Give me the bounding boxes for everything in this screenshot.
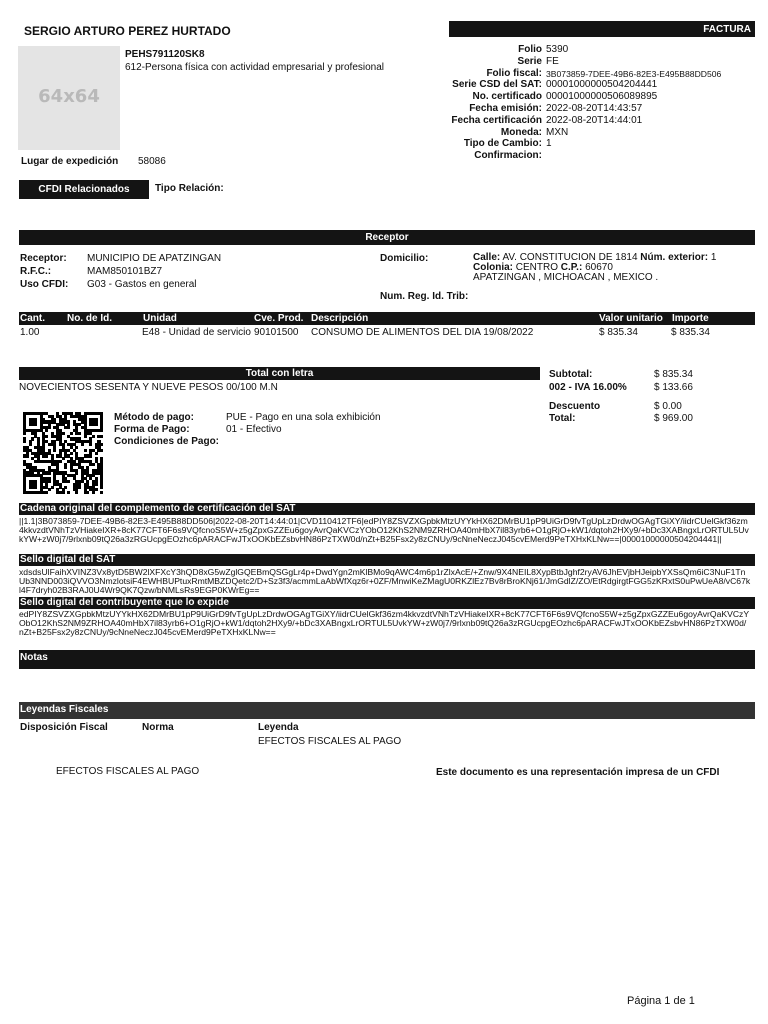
qr-module (62, 491, 65, 494)
qr-module (64, 486, 67, 489)
condiciones-label: Condiciones de Pago: (114, 436, 220, 447)
qr-module (95, 423, 98, 426)
invoice-field-row (430, 44, 750, 56)
qr-module (45, 454, 48, 457)
qr-module (84, 435, 87, 438)
place-label: Lugar de expedición (21, 156, 119, 167)
sello-sat-bar (19, 554, 755, 566)
qr-module (92, 463, 95, 466)
qr-module (100, 435, 103, 438)
norma-label: Norma (142, 722, 174, 733)
cadena-text: ||1.1|3B073859-7DEE-49B6-82E3-E495B88DD506|2022-08-20T14:44:01|CVD110412TF6|edPIY8ZSVZXGpbkMtzUYYkHX62DMrBU1pP9UiGrD9fvTgUpLzDrdwOGAgTGiXY/iidrCUelGkf36zm4kkvzdtVNhTzVHiakeIXR+8cK77CFT6F6s9VQfcnoS5W+z5gZpxGZZEu6goyAvrQaKVCzYObO12KhS2NM9ZRHOA40mHbX7il83yrb6+O1gRjO+kW1/dqtoh2HXy9/+bDc3XABngxLrORTUL5UvkYW+zW0j7/9rlxnb09tQ26a3zRGUcpgEOzhc6pARACFwJTxOOKbEZsbvHN86PzTXW0d/nZt+B25Fsx2y8zCNUy/9cNneNeczJ045cvEMerd9PeTXHxKLNw==|00001000000504204441|| (19, 516, 749, 544)
notas-title: Notas (20, 652, 48, 663)
subtotal-label: Subtotal: (549, 369, 593, 380)
descuento-value: $ 0.00 (654, 401, 682, 412)
qr-module (51, 486, 54, 489)
cadena-title: Cadena original del complemento de certificación del SAT (20, 503, 296, 514)
issuer-rfc: PEHS791120SK8 (125, 49, 205, 60)
invoice-field-row (430, 103, 750, 115)
invoice-field-label: Tipo de Cambio: (463, 138, 542, 150)
qr-module (48, 488, 51, 491)
iva-value: $ 133.66 (654, 382, 693, 393)
relation-type-label: Tipo Relación: (155, 183, 224, 194)
invoice-field-value: 2022-08-20T14:43:57 (546, 103, 643, 114)
qr-module (100, 443, 103, 446)
qr-module (89, 443, 92, 446)
qr-module (100, 449, 103, 452)
row-cve: 90101500 (254, 327, 299, 338)
total-value: $ 969.00 (654, 413, 693, 424)
qr-module (84, 449, 87, 452)
invoice-field-row (430, 127, 750, 139)
qr-module (34, 423, 37, 426)
qr-module (29, 443, 32, 446)
calle-label: Calle: (473, 252, 501, 263)
header-cant: Cant. (20, 313, 45, 324)
qr-module (62, 432, 65, 435)
header-valor: Valor unitario (599, 313, 663, 324)
invoice-field-row (430, 138, 750, 150)
row-cant: 1.00 (20, 327, 40, 338)
descuento-label: Descuento (549, 401, 601, 412)
receptor-bar (19, 230, 755, 245)
invoice-field-label: No. certificado (472, 91, 542, 103)
domicilio-label: Domicilio: (380, 253, 429, 264)
address-block (473, 253, 755, 283)
sello-contrib-text: edPIY8ZSVZXGpbkMtzUYYkHX62DMrBU1pP9UiGrD9fvTgUpLzDrdwOGAgTGiXY/iidrCUelGkf36zm4kkvzdtVNhTzVHiakeIXR+8cK77CFT6F6s9VQfcnoS5W+z5gZpxGZZEu6goyAvrQaKVCzYObO12KhS2NM9ZRHOA40mHbX7il83yrb6+O1gRjO+kW1/dqtoh2HXy9/+bDc3XABngxLrORTUL5UvkYW+zW0j7/9rlxnb09tQ26a3zRGUcpgEOzhc6pARACFwJTxOOKbEZsbvHN86PzTXW0d/nZt+B25Fsx2y8zCNUy/9cNneNeczJ045cvEMerd9PeTXHxKLNw== (19, 609, 750, 637)
qr-module (45, 435, 48, 438)
invoice-field-value: 00001000000506089895 (546, 91, 658, 103)
invoice-field-label: Fecha emisión: (469, 103, 542, 114)
colonia-label: Colonia: (473, 262, 513, 273)
invoice-field-label: Confirmacion: (474, 150, 542, 162)
invoice-field-value: 1 (546, 138, 552, 150)
rfc-value: MAM850101BZ7 (87, 266, 163, 277)
qr-module (64, 466, 67, 469)
qr-module (75, 446, 78, 449)
qr-module (92, 435, 95, 438)
invoice-field-value: 5390 (546, 44, 569, 55)
invoice-field-value: 2022-08-20T14:44:01 (546, 114, 643, 126)
row-valor: $ 835.34 (599, 327, 638, 338)
subtotal-value: $ 835.34 (654, 369, 693, 380)
uso-cfdi-value: G03 - Gastos en general (87, 279, 197, 290)
qr-module (70, 432, 73, 435)
qr-module (70, 452, 73, 455)
qr-module (53, 449, 56, 452)
qr-module (48, 480, 51, 483)
metodo-value: PUE - Pago en una sola exhibición (226, 412, 381, 423)
sello-sat-title: Sello digital del SAT (20, 554, 116, 565)
iva-label: 002 - IVA 16.00% (549, 382, 627, 393)
header-desc: Descripción (311, 313, 369, 324)
qr-module (95, 483, 98, 486)
qr-module (100, 491, 103, 494)
disposicion-label: Disposición Fiscal (20, 722, 108, 733)
rfc-label: R.F.C.: (20, 266, 52, 277)
footer-cfdi-note: Este documento es una representación impresa de un CFDI (436, 767, 720, 778)
qr-module (89, 454, 92, 457)
logo-placeholder-text: 64x64 (38, 86, 100, 107)
issuer-name: SERGIO ARTURO PEREZ HURTADO (24, 24, 231, 38)
qr-module (48, 471, 51, 474)
total-letra-bar (19, 367, 540, 380)
qr-module (67, 480, 70, 483)
notas-bar (19, 650, 755, 669)
invoice-field-row (430, 79, 750, 91)
qr-module (62, 457, 65, 460)
header-id: No. de Id. (67, 313, 112, 324)
qr-module (31, 437, 34, 440)
qr-module (86, 491, 89, 494)
table-row (19, 327, 755, 341)
sello-sat-text: xdsdsUlFaihXVINZ3Vx8ytD5BW2lXFXcY3hQD8xG5wZglGQEBmQSGgLr4p+DwdYgn2mKlBMo9qAWC4m6p1rZlxAcE/+Znw/9X4NEIL8XypBtbJghf2ryAV6JhEVjbHJeipbYXSsQm6iC3NuF1TnUb3NND003iQVVO3NmzlotsiF4EWHBUPtuxRmtMBZDQetc2/D+Sz3f3/acmmLaAbWfXqz6r+0ZF/MnwiKeZMagU0RKZlEz7Bv8rBroKNj61/JmGdlZ/ZO/EtRdgirgtFGG5zKRxtS0uPwUeA8/vC67kl4F7dryh02B3RAJ0U4Wr9QK7Qzw/bNMLsRs9EGP0KWrEg== (19, 567, 751, 595)
sello-contrib-bar (19, 597, 755, 609)
city-line: APATZINGAN , MICHOACAN , MEXICO . (473, 272, 659, 283)
colonia-value: CENTRO (515, 262, 559, 273)
row-importe: $ 835.34 (671, 327, 710, 338)
invoice-field-label: Fecha certificación (451, 114, 542, 126)
forma-value: 01 - Efectivo (226, 424, 282, 435)
qr-module (67, 426, 70, 429)
invoice-field-row (430, 91, 750, 103)
page-number: Página 1 de 1 (627, 995, 695, 1007)
logo-placeholder (18, 46, 120, 150)
qr-module (78, 486, 81, 489)
invoice-field-label: Serie (517, 55, 542, 67)
leyendas-bar (19, 702, 755, 719)
qr-module (100, 486, 103, 489)
invoice-field-value: 00001000000504204441 (546, 79, 658, 91)
qr-module (34, 486, 37, 489)
qr-module (67, 491, 70, 494)
num-ext-label: Núm. exterior: (640, 252, 709, 263)
invoice-field-row (430, 115, 750, 127)
leyenda-value: EFECTOS FISCALES AL PAGO (258, 736, 402, 747)
qr-module (45, 491, 48, 494)
uso-cfdi-label: Uso CFDI: (20, 279, 69, 290)
num-reg-label: Num. Reg. Id. Trib: (380, 291, 469, 302)
row-desc: CONSUMO DE ALIMENTOS DEL DIA 19/08/2022 (311, 327, 534, 338)
calle-value: AV. CONSTITUCION DE 1814 (502, 252, 638, 263)
invoice-field-label: Moneda: (500, 126, 542, 138)
qr-module (23, 432, 26, 435)
total-letra-value: NOVECIENTOS SESENTA Y NUEVE PESOS 00/100 M.N (19, 382, 278, 393)
qr-module (75, 471, 78, 474)
invoice-type-bar (449, 21, 755, 37)
qr-module (81, 443, 84, 446)
invoice-field-label: Serie CSD del SAT: (452, 79, 542, 91)
cfdi-related-bar (19, 180, 149, 199)
cp-label: C.P.: (560, 262, 583, 273)
invoice-type-label: FACTURA (703, 24, 751, 35)
cadena-bar (19, 503, 755, 515)
qr-module (92, 491, 95, 494)
qr-code-icon (23, 412, 103, 494)
qr-module (78, 432, 81, 435)
issuer-regime: 612-Persona física con actividad empresarial y profesional (125, 62, 385, 73)
place-value: 58086 (138, 156, 166, 167)
qr-module (95, 452, 98, 455)
receptor-title: Receptor (365, 232, 409, 243)
header-cve: Cve. Prod. (254, 313, 304, 324)
footer-efectos: EFECTOS FISCALES AL PAGO (56, 766, 200, 777)
num-ext-value: 1 (710, 252, 717, 263)
leyendas-title: Leyendas Fiscales (20, 704, 109, 715)
qr-module (23, 440, 26, 443)
header-unidad: Unidad (143, 313, 177, 324)
invoice-field-row (430, 68, 750, 80)
sello-contrib-title: Sello digital del contribuyente que lo expide (20, 597, 229, 608)
qr-module (48, 426, 51, 429)
qr-module (26, 454, 29, 457)
items-header-bar (19, 312, 755, 325)
header-importe: Importe (672, 313, 709, 324)
receptor-label: Receptor: (20, 253, 67, 264)
invoice-field-row (430, 56, 750, 68)
row-unidad: E48 - Unidad de servicio (142, 327, 251, 338)
cfdi-related-label: CFDI Relacionados (38, 184, 130, 195)
invoice-field-value: 3B073859-7DEE-49B6-82E3-E495B88DD506 (546, 68, 722, 79)
qr-module (59, 460, 62, 463)
leyenda-label: Leyenda (258, 722, 299, 733)
invoice-field-value: MXN (546, 126, 569, 138)
invoice-field-label: Folio (518, 44, 542, 55)
total-label: Total: (549, 413, 576, 424)
metodo-label: Método de pago: (114, 412, 194, 423)
invoice-field-row (430, 150, 750, 162)
forma-label: Forma de Pago: (114, 424, 190, 435)
qr-module (100, 429, 103, 432)
qr-module (75, 491, 78, 494)
receptor-value: MUNICIPIO DE APATZINGAN (87, 253, 222, 264)
cp-value: 60670 (585, 262, 613, 273)
total-letra-title: Total con letra (245, 368, 314, 379)
invoice-field-label: Folio fiscal: (486, 67, 542, 79)
invoice-field-value: FE (546, 55, 559, 67)
qr-module (95, 488, 98, 491)
qr-module (45, 429, 48, 432)
